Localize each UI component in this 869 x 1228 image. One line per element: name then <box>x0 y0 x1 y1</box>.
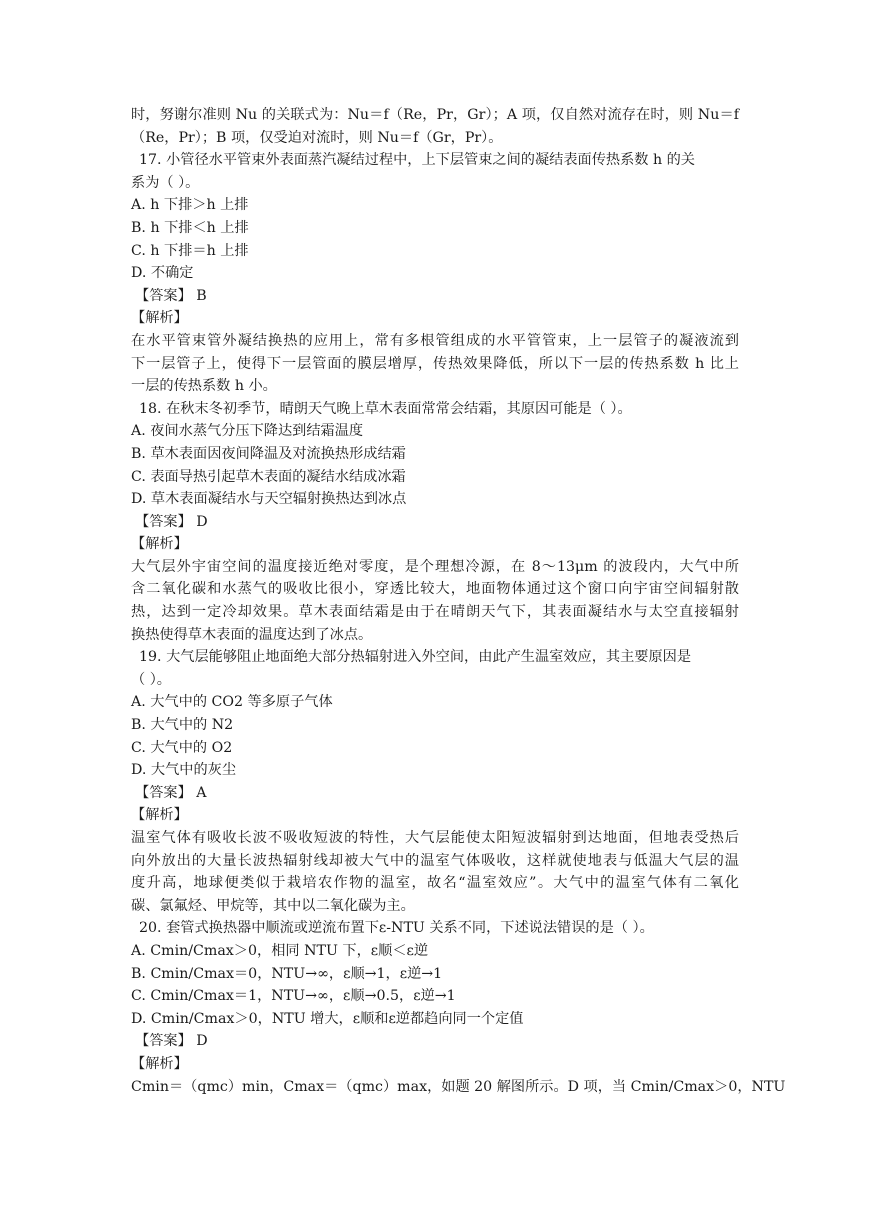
text-line: 【解析】 <box>131 1055 188 1072</box>
text-line: C. Cmin/Cmax＝1，NTU→∞，ε顺→0.5，ε逆→1 <box>131 988 456 1005</box>
text-line: 在水平管束管外凝结换热的应用上，常有多根管组成的水平管管束，上一层管子的凝液流到 <box>131 332 739 349</box>
text-line: B. Cmin/Cmax＝0，NTU→∞，ε顺→1，ε逆→1 <box>131 965 443 982</box>
text-line: B. 大气中的 N2 <box>131 717 234 734</box>
text-line: 【解析】 <box>131 310 188 327</box>
text-line: A. 大气中的 CO2 等多原子气体 <box>131 694 333 711</box>
text-line: 【答案】 D <box>135 513 208 530</box>
text-line: 18. 在秋末冬初季节，晴朗天气晚上草木表面常常会结霜，其原因可能是（ ）。 <box>139 400 632 417</box>
text-line: A. h 下排＞h 上排 <box>131 197 249 214</box>
text-line: 19. 大气层能够阻止地面绝大部分热辐射进入外空间，由此产生温室效应，其主要原因是 <box>139 649 692 666</box>
text-line: 20. 套管式换热器中顺流或逆流布置下ε-NTU 关系不同，下述说法错误的是（ ）。 <box>139 920 654 937</box>
text-line: 一层的传热系数 h 小。 <box>131 378 277 395</box>
text-line: C. 大气中的 O2 <box>131 739 233 756</box>
text-line: 【答案】 B <box>135 287 207 304</box>
text-line: 度升高，地球便类似于栽培农作物的温室，故名“温室效应”。大气中的温室气体有二氧化 <box>131 875 739 892</box>
text-line: 向外放出的大量长波热辐射线却被大气中的温室气体吸收，这样就使地表与低温大气层的温 <box>131 852 739 869</box>
text-line: 碳、氯氟烃、甲烷等，其中以二氧化碳为主。 <box>131 897 415 914</box>
text-line: 含二氧化碳和水蒸气的吸收比很小，穿透比较大，地面物体通过这个窗口向宇宙空间辐射散 <box>131 581 739 598</box>
text-line: D. 不确定 <box>131 265 194 282</box>
text-line: C. 表面导热引起草木表面的凝结水结成冰霜 <box>131 468 406 485</box>
text-line: 换热使得草木表面的温度达到了冰点。 <box>131 626 373 643</box>
text-line: 17. 小管径水平管束外表面蒸汽凝结过程中，上下层管束之间的凝结表面传热系数 h 的关 <box>139 152 695 169</box>
text-line: A. Cmin/Cmax＞0，相同 NTU 下，ε顺＜ε逆 <box>131 942 429 959</box>
text-line: 温室气体有吸收长波不吸收短波的特性，大气层能使太阳短波辐射到达地面，但地表受热后 <box>131 830 739 846</box>
text-line: 系为（ ）。 <box>131 174 200 191</box>
text-line: B. h 下排＜h 上排 <box>131 219 249 236</box>
text-line: C. h 下排＝h 上排 <box>131 242 249 259</box>
text-line: D. Cmin/Cmax＞0，NTU 增大，ε顺和ε逆都趋向同一个定值 <box>131 1010 524 1027</box>
text-line: 【解析】 <box>131 807 188 824</box>
text-line: 热，达到一定冷却效果。草木表面结霜是由于在晴朗天气下，其表面凝结水与太空直接辐射 <box>131 604 739 621</box>
text-line: （ ）。 <box>131 671 171 688</box>
text-line: 大气层外宇宙空间的温度接近绝对零度，是个理想冷源，在 8～13μm 的波段内，大气中所 <box>131 558 739 575</box>
text-line: B. 草木表面因夜间降温及对流换热形成结霜 <box>131 445 406 462</box>
text-line: 【解析】 <box>131 536 188 553</box>
text-line: 【答案】 A <box>135 784 207 801</box>
text-line: （Re，Pr）；B 项，仅受迫对流时，则 Nu＝f（Gr，Pr）。 <box>131 129 503 146</box>
text-line: A. 夜间水蒸气分压下降达到结霜温度 <box>131 423 364 440</box>
text-line: Cmin＝（qmc）min，Cmax＝（qmc）max，如题 20 解图所示。D 项，当 Cmin/Cmax＞0，NTU <box>131 1078 786 1095</box>
document-page <box>131 104 786 1098</box>
text-line: D. 草木表面凝结水与天空辐射换热达到冰点 <box>131 491 407 508</box>
text-line: 【答案】 D <box>135 1033 208 1050</box>
text-line: D. 大气中的灰尘 <box>131 762 237 779</box>
text-line: 下一层管子上，使得下一层管面的膜层增厚，传热效果降低，所以下一层的传热系数 h 比上 <box>131 355 739 372</box>
text-line: 时，努谢尔准则 Nu 的关联式为：Nu＝f（Re，Pr，Gr）；A 项，仅自然对流存在时，则 Nu＝f <box>131 107 739 123</box>
